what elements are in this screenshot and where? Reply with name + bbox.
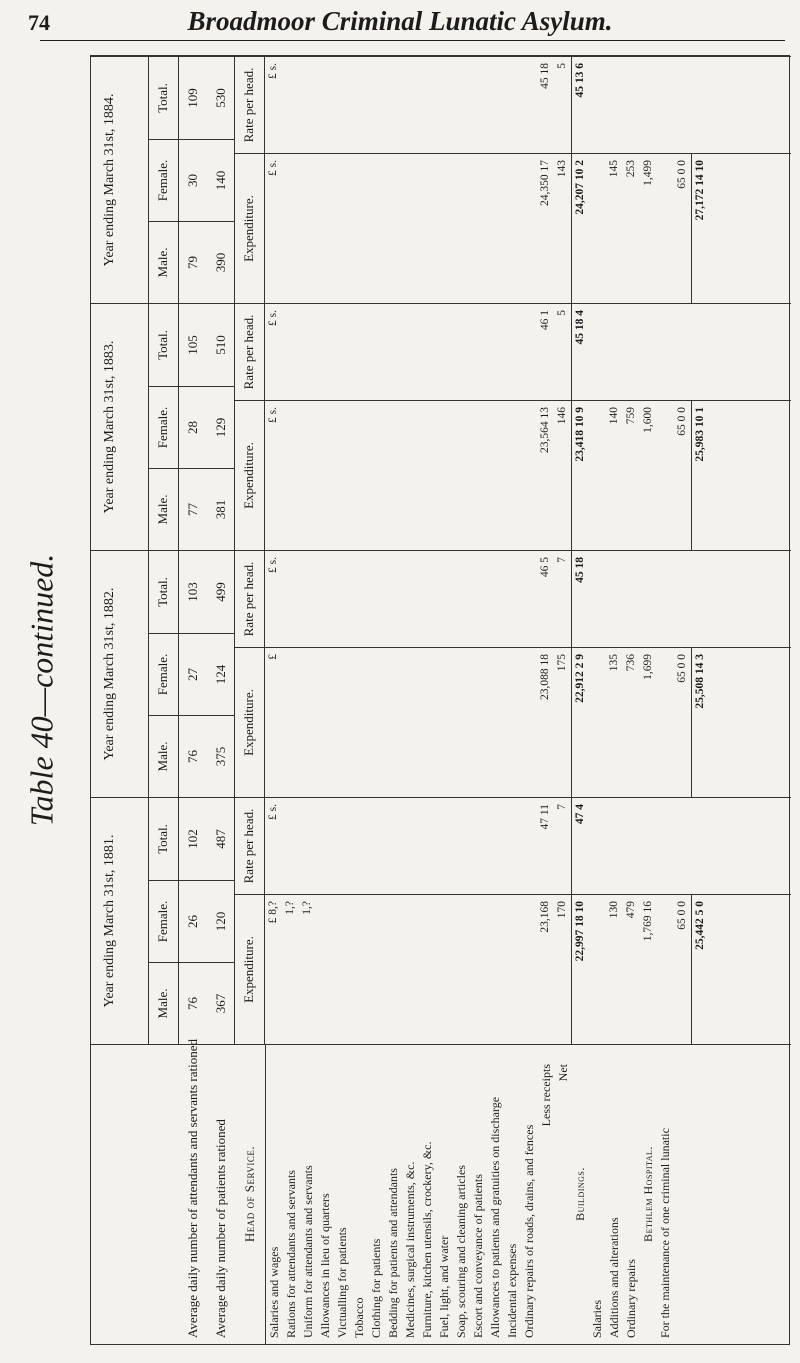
- expenditure-value: [384, 401, 401, 550]
- rate-value: [350, 57, 367, 153]
- rate-value: [520, 57, 537, 153]
- count-value: 530: [213, 88, 228, 108]
- building-value: 130: [608, 901, 620, 919]
- rate-value: [350, 798, 367, 894]
- count-cell: [179, 56, 235, 139]
- label-avg-attendants: Average daily number of attendants and servants rationed: [185, 1038, 200, 1338]
- spacer: [657, 154, 674, 303]
- service-item-label: Bedding for patients and attendants: [386, 1168, 400, 1338]
- count-value: 510: [213, 335, 228, 355]
- expenditure-value: 146: [556, 407, 568, 425]
- service-item-label: Escort and conveyance of patients: [471, 1174, 485, 1338]
- rate-value: 46 5: [539, 557, 551, 578]
- expenditure-value: [503, 401, 520, 550]
- rate-value: [503, 57, 520, 153]
- grand-total: 25,508 14 3: [691, 648, 709, 797]
- expenditure-table: [90, 55, 790, 1345]
- count-value: 390: [213, 252, 228, 273]
- expenditure-value: [418, 895, 435, 1044]
- rate-value: [435, 304, 452, 400]
- rate-value: £ s.: [267, 804, 279, 820]
- grand-total: 25,442 5 0: [691, 895, 709, 1044]
- spacer: [589, 154, 606, 303]
- rate-value: [418, 57, 435, 153]
- count-value: 140: [213, 170, 228, 191]
- rate-value: £ s.: [267, 310, 279, 326]
- count-cell: [179, 139, 235, 221]
- rate-values: [265, 797, 791, 894]
- count-header: Female.: [149, 880, 179, 962]
- expenditure-value: 24,207 10 2: [571, 154, 589, 303]
- expenditure-value: [418, 648, 435, 797]
- expenditure-header: Expenditure.: [235, 400, 265, 550]
- rate-value: 7: [556, 804, 568, 810]
- count-header: Total.: [149, 797, 179, 880]
- expenditure-value: [452, 648, 469, 797]
- rate-value: [503, 304, 520, 400]
- expenditure-value: 170: [556, 901, 568, 919]
- rate-value: [282, 57, 299, 153]
- rate-value: [469, 57, 486, 153]
- expenditure-values: [265, 153, 791, 303]
- count-value: 77: [185, 503, 200, 516]
- rate-value: [503, 551, 520, 647]
- expenditure-value: [469, 401, 486, 550]
- spacer: [657, 648, 674, 797]
- expenditure-value: [333, 895, 350, 1044]
- rate-value: [367, 57, 384, 153]
- building-value: 253: [625, 160, 637, 178]
- bethlem-value: 65 0 0: [676, 160, 688, 189]
- rate-value: [384, 798, 401, 894]
- bethlem-value: 65 0 0: [676, 901, 688, 930]
- expenditure-values: [265, 647, 791, 797]
- expenditure-value: [316, 154, 333, 303]
- service-item-label: Victualling for patients: [335, 1227, 349, 1338]
- expenditure-value: [350, 895, 367, 1044]
- service-item-label: Salaries and wages: [267, 1246, 281, 1338]
- rate-value: 46 1: [539, 310, 551, 331]
- rate-value: [435, 57, 452, 153]
- rate-value: [452, 551, 469, 647]
- expenditure-value: [401, 895, 418, 1044]
- table-wrapper: [90, 55, 790, 1345]
- spacer: [589, 895, 606, 1044]
- count-value: 499: [213, 582, 228, 602]
- count-header: Male.: [149, 221, 179, 303]
- expenditure-value: [435, 895, 452, 1044]
- rate-value: [486, 798, 503, 894]
- count-cell: [179, 303, 235, 386]
- rate-value: [299, 798, 316, 894]
- rate-value: [333, 304, 350, 400]
- expenditure-value: [435, 648, 452, 797]
- service-item-label: Fuel, light, and water: [437, 1235, 451, 1338]
- expenditure-value: [367, 895, 384, 1044]
- rate-header: Rate per head.: [235, 797, 265, 894]
- rate-value: [333, 551, 350, 647]
- rate-value: [418, 798, 435, 894]
- expenditure-value: [350, 648, 367, 797]
- service-item-label: Furniture, kitchen utensils, crockery, &c.: [420, 1141, 434, 1338]
- expenditure-value: [401, 154, 418, 303]
- label-head-of-service: Head of Service.: [235, 1044, 266, 1344]
- running-title: Broadmoor Criminal Lunatic Asylum.: [187, 6, 613, 36]
- expenditure-value: £: [267, 654, 279, 660]
- expenditure-value: [316, 401, 333, 550]
- service-item-label: Incidental expenses: [505, 1243, 519, 1338]
- bethlem-value: 65 0 0: [676, 654, 688, 683]
- count-header: Total.: [149, 550, 179, 633]
- rate-value: [367, 551, 384, 647]
- ration-labels: [179, 1038, 235, 1344]
- building-value: 759: [625, 407, 637, 425]
- year-block: [91, 303, 791, 550]
- rate-value: [282, 304, 299, 400]
- expenditure-value: 175: [556, 654, 568, 672]
- rate-value: [367, 798, 384, 894]
- rate-value: 45 18 4: [571, 304, 589, 400]
- expenditure-value: [401, 401, 418, 550]
- rate-value: [435, 551, 452, 647]
- expenditure-value: [486, 648, 503, 797]
- count-cell: [179, 468, 235, 550]
- expenditure-value: [503, 895, 520, 1044]
- expenditure-value: [469, 154, 486, 303]
- rate-value: [401, 304, 418, 400]
- expenditure-value: [299, 648, 316, 797]
- count-value: 367: [213, 993, 228, 1014]
- label-buildings: Buildings.: [573, 1167, 587, 1221]
- rate-value: [452, 304, 469, 400]
- rate-value: [384, 304, 401, 400]
- expenditure-values: [265, 400, 791, 550]
- expenditure-value: 22,912 2 9: [571, 648, 589, 797]
- count-header: Female.: [149, 633, 179, 715]
- rate-value: [520, 304, 537, 400]
- rate-value: [384, 57, 401, 153]
- expenditure-value: [486, 154, 503, 303]
- service-item-label: Soap, scouring and cleaning articles: [454, 1165, 468, 1338]
- page-number: 74: [28, 10, 50, 35]
- row-label-column: [91, 1038, 791, 1344]
- count-value: 27: [185, 668, 200, 681]
- count-cell: [179, 715, 235, 797]
- rate-value: [350, 304, 367, 400]
- expenditure-value: [469, 895, 486, 1044]
- rate-value: [350, 551, 367, 647]
- count-value: 109: [185, 88, 200, 108]
- building-value: 1,699: [642, 654, 654, 680]
- expenditure-values: [265, 894, 791, 1044]
- rate-value: [435, 798, 452, 894]
- rate-value: [282, 798, 299, 894]
- rate-value: [401, 798, 418, 894]
- expenditure-header: Expenditure.: [235, 153, 265, 303]
- rate-value: [401, 551, 418, 647]
- expenditure-value: 24,350 17: [539, 160, 551, 206]
- count-cell: [179, 633, 235, 715]
- label-bethlem: Bethlem Hospital.: [641, 1146, 655, 1242]
- rate-value: [418, 551, 435, 647]
- rate-value: [486, 57, 503, 153]
- rate-value: [452, 798, 469, 894]
- count-value: 124: [213, 664, 228, 685]
- rate-value: [333, 57, 350, 153]
- expenditure-value: £ 8,?: [267, 901, 279, 924]
- count-cell: [179, 797, 235, 880]
- rate-value: [367, 304, 384, 400]
- expenditure-value: [452, 401, 469, 550]
- rate-value: 7: [556, 557, 568, 563]
- rate-value: [503, 798, 520, 894]
- expenditure-value: [299, 401, 316, 550]
- count-value: 76: [185, 750, 200, 763]
- building-value: 140: [608, 407, 620, 425]
- expenditure-value: [401, 648, 418, 797]
- count-value: 28: [185, 421, 200, 434]
- building-value: 1,769 16: [642, 901, 654, 942]
- rate-value: 5: [556, 63, 568, 69]
- page-header: [0, 0, 800, 40]
- service-item-label: Allowances to patients and gratuities on discharge: [488, 1096, 502, 1338]
- expenditure-value: [333, 154, 350, 303]
- rate-values: [265, 550, 791, 647]
- label-bethlem-item: For the maintenance of one criminal lunatic: [658, 1128, 672, 1338]
- grand-total: 27,172 14 10: [691, 154, 709, 303]
- count-value: 375: [213, 746, 228, 767]
- rate-value: [316, 551, 333, 647]
- expenditure-value: [316, 895, 333, 1044]
- expenditure-value: [333, 401, 350, 550]
- rate-value: 5: [556, 310, 568, 316]
- count-value: 30: [185, 174, 200, 187]
- count-value: 103: [185, 582, 200, 602]
- rate-header: Rate per head.: [235, 56, 265, 153]
- building-item-label: Salaries: [590, 1300, 604, 1338]
- year-block: [91, 797, 791, 1044]
- rate-header: Rate per head.: [235, 303, 265, 400]
- count-header: Total.: [149, 303, 179, 386]
- expenditure-value: [503, 648, 520, 797]
- expenditure-value: [435, 401, 452, 550]
- service-labels: [235, 1044, 674, 1344]
- count-header: Male.: [149, 468, 179, 550]
- service-item-label: Ordinary repairs of roads, drains, and fences: [522, 1124, 536, 1338]
- count-value: 79: [185, 256, 200, 269]
- expenditure-value: 1,?: [301, 901, 313, 915]
- count-cell: [179, 880, 235, 962]
- rate-value: [452, 57, 469, 153]
- building-item-label: Additions and alterations: [607, 1217, 621, 1338]
- expenditure-value: 23,168: [539, 901, 551, 933]
- count-value: 102: [185, 829, 200, 849]
- expenditure-value: 23,418 10 9: [571, 401, 589, 550]
- expenditure-value: [384, 648, 401, 797]
- label-less-receipts: Less receipts: [539, 1064, 553, 1127]
- rate-value: [282, 551, 299, 647]
- expenditure-value: [452, 154, 469, 303]
- count-cell: [179, 550, 235, 633]
- count-header: Female.: [149, 386, 179, 468]
- expenditure-value: [418, 401, 435, 550]
- bethlem-value: 65 0 0: [676, 407, 688, 436]
- year-title: Year ending March 31st, 1881.: [91, 798, 149, 1044]
- expenditure-value: 1,?: [284, 901, 296, 915]
- building-value: 736: [625, 654, 637, 672]
- year-block: [91, 56, 791, 303]
- rate-value: [520, 551, 537, 647]
- rate-value: [299, 551, 316, 647]
- header-rule: [40, 40, 785, 41]
- expenditure-value: [367, 648, 384, 797]
- count-header: Male.: [149, 962, 179, 1044]
- count-value: 76: [185, 997, 200, 1010]
- expenditure-value: [282, 401, 299, 550]
- expenditure-value: [452, 895, 469, 1044]
- expenditure-value: [503, 154, 520, 303]
- count-value: 487: [213, 829, 228, 849]
- rate-value: [486, 304, 503, 400]
- count-cell: [179, 221, 235, 303]
- rate-value: [401, 57, 418, 153]
- expenditure-value: [384, 895, 401, 1044]
- expenditure-value: 143: [556, 160, 568, 178]
- rate-value: [486, 551, 503, 647]
- expenditure-value: [486, 401, 503, 550]
- count-header: Female.: [149, 139, 179, 221]
- expenditure-value: [367, 401, 384, 550]
- rate-values: [265, 56, 791, 153]
- rate-header: Rate per head.: [235, 550, 265, 647]
- rate-value: [520, 798, 537, 894]
- rate-value: [384, 551, 401, 647]
- spacer: [589, 401, 606, 550]
- expenditure-value: [435, 154, 452, 303]
- rate-value: [299, 304, 316, 400]
- building-item-label: Ordinary repairs: [624, 1259, 638, 1338]
- service-item-label: Rations for attendants and servants: [284, 1170, 298, 1338]
- building-value: 1,600: [642, 407, 654, 433]
- building-item-labels: [589, 1044, 640, 1344]
- expenditure-value: [350, 154, 367, 303]
- service-item-label: Tobacco: [352, 1297, 366, 1338]
- expenditure-value: 23,564 13: [539, 407, 551, 453]
- expenditure-value: £ s.: [267, 160, 279, 176]
- count-value: 381: [213, 499, 228, 520]
- expenditure-value: [384, 154, 401, 303]
- expenditure-value: [316, 648, 333, 797]
- rate-value: [333, 798, 350, 894]
- label-avg-patients: Average daily number of patients rationed: [213, 1119, 228, 1338]
- expenditure-value: [520, 648, 537, 797]
- expenditure-header: Expenditure.: [235, 647, 265, 797]
- rate-value: [316, 798, 333, 894]
- expenditure-value: 22,997 18 10: [571, 895, 589, 1044]
- count-cell: [179, 386, 235, 468]
- year-title: Year ending March 31st, 1884.: [91, 57, 149, 303]
- count-value: 120: [213, 911, 228, 932]
- expenditure-value: [333, 648, 350, 797]
- grand-total: 25,983 10 1: [691, 401, 709, 550]
- expenditure-value: [299, 154, 316, 303]
- count-value: 26: [185, 915, 200, 928]
- expenditure-value: [520, 401, 537, 550]
- count-value: 129: [213, 417, 228, 438]
- expenditure-value: [469, 648, 486, 797]
- building-value: 135: [608, 654, 620, 672]
- rate-value: [469, 304, 486, 400]
- rate-value: £ s.: [267, 63, 279, 79]
- service-item-labels: [266, 1044, 538, 1344]
- rate-value: 45 18: [539, 63, 551, 89]
- service-item-label: Allowances in lieu of quarters: [318, 1193, 332, 1338]
- expenditure-value: [282, 648, 299, 797]
- rate-value: [469, 798, 486, 894]
- rate-value: 45 18: [571, 551, 589, 647]
- expenditure-value: [520, 154, 537, 303]
- count-value: 105: [185, 335, 200, 355]
- rotated-table: [90, 55, 790, 1345]
- rate-value: £ s.: [267, 557, 279, 573]
- rate-value: [316, 304, 333, 400]
- expenditure-value: [418, 154, 435, 303]
- rate-value: [299, 57, 316, 153]
- service-item-label: Clothing for patients: [369, 1238, 383, 1338]
- rate-value: 47 4: [571, 798, 589, 894]
- building-value: 1,499: [642, 160, 654, 186]
- expenditure-value: [367, 154, 384, 303]
- year-title: Year ending March 31st, 1883.: [91, 304, 149, 550]
- spacer: [589, 648, 606, 797]
- expenditure-value: £ s.: [267, 407, 279, 423]
- year-title: Year ending March 31st, 1882.: [91, 551, 149, 797]
- expenditure-value: [350, 401, 367, 550]
- rate-value: 45 13 6: [571, 57, 589, 153]
- building-value: 479: [625, 901, 637, 919]
- spacer: [657, 401, 674, 550]
- year-block: [91, 550, 791, 797]
- expenditure-header: Expenditure.: [235, 894, 265, 1044]
- expenditure-value: [486, 895, 503, 1044]
- rate-value: [469, 551, 486, 647]
- rate-value: [418, 304, 435, 400]
- expenditure-value: [282, 154, 299, 303]
- rate-value: [316, 57, 333, 153]
- rate-values: [265, 303, 791, 400]
- building-value: 145: [608, 160, 620, 178]
- service-item-label: Uniform for attendants and servants: [301, 1165, 315, 1338]
- expenditure-value: [520, 895, 537, 1044]
- label-net: Net: [556, 1064, 570, 1082]
- count-cell: [179, 962, 235, 1044]
- expenditure-value: 23,088 18: [539, 654, 551, 700]
- service-item-label: Medicines, surgical instruments, &c.: [403, 1161, 417, 1338]
- rate-value: 47 11: [539, 804, 551, 830]
- count-header: Male.: [149, 715, 179, 797]
- spacer: [657, 895, 674, 1044]
- count-header: Total.: [149, 56, 179, 139]
- table-caption-text: Table 40—continued.: [23, 553, 60, 827]
